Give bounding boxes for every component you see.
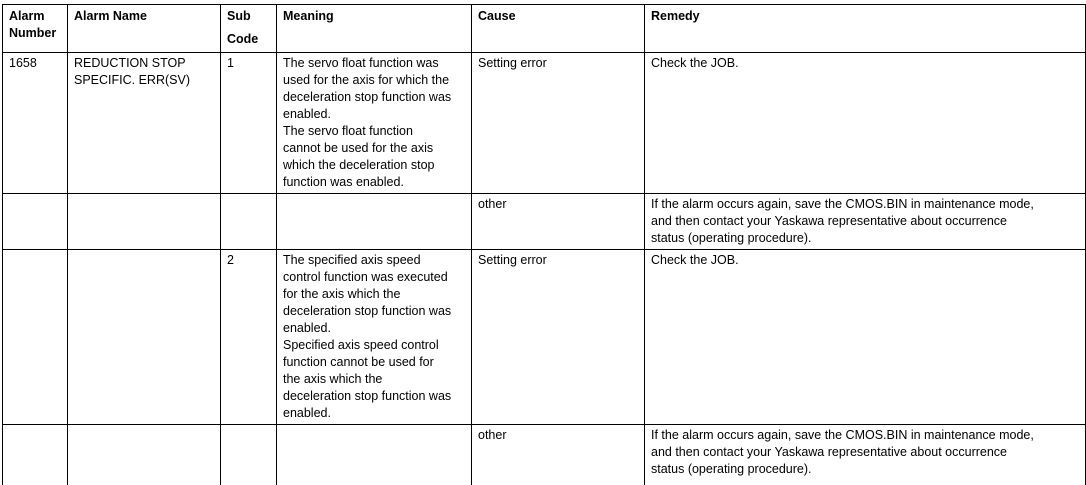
cell-sub-code	[221, 194, 277, 250]
header-remedy: Remedy	[645, 5, 1086, 53]
table-row	[3, 250, 1086, 425]
meaning-line: function cannot be used for	[283, 355, 434, 369]
header-meaning: Meaning	[277, 5, 472, 53]
meaning-line: The specified axis speed	[283, 253, 421, 267]
remedy-line: If the alarm occurs again, save the CMOS.BIN in maintenance mode,	[651, 428, 1034, 442]
cell-alarm-name	[68, 53, 221, 194]
cell-remedy	[645, 425, 1086, 485]
remedy-line: status (operating procedure).	[651, 462, 812, 476]
remedy-line: status (operating procedure).	[651, 231, 812, 245]
cell-remedy: Check the JOB.	[645, 53, 1086, 194]
cell-meaning	[277, 194, 472, 250]
cell-remedy: Check the JOB.	[645, 250, 1086, 425]
cell-alarm-name	[68, 194, 221, 250]
cell-alarm-name	[68, 250, 221, 425]
cell-cause: other	[472, 425, 645, 485]
alarm-name-line: SPECIFIC. ERR(SV)	[74, 73, 190, 87]
table-header-row	[3, 5, 1086, 53]
meaning-line: deceleration stop function was	[283, 389, 452, 403]
meaning-line: enabled.	[283, 107, 331, 121]
cell-alarm-number: 1658	[3, 53, 68, 194]
alarm-name-line: REDUCTION STOP	[74, 56, 186, 70]
header-cause: Cause	[472, 5, 645, 53]
remedy-line: and then contact your Yaskawa representative about occurrence	[651, 214, 1008, 228]
cell-sub-code: 2	[221, 250, 277, 425]
cell-alarm-number	[3, 425, 68, 485]
alarm-table	[2, 4, 1086, 485]
meaning-line: for the axis which the	[283, 287, 401, 301]
meaning-line: control function was executed	[283, 270, 448, 284]
meaning-line: cannot be used for the axis	[283, 141, 434, 155]
header-alarm-name: Alarm Name	[68, 5, 221, 53]
meaning-line: function was enabled.	[283, 175, 404, 189]
cell-cause: other	[472, 194, 645, 250]
cell-alarm-name	[68, 425, 221, 485]
table-row	[3, 194, 1086, 250]
meaning-line: deceleration stop function was	[283, 304, 452, 318]
cell-cause: Setting error	[472, 250, 645, 425]
meaning-line: the axis which the	[283, 372, 383, 386]
cell-sub-code: 1	[221, 53, 277, 194]
remedy-line: and then contact your Yaskawa representative about occurrence	[651, 445, 1008, 459]
meaning-line: deceleration stop function was	[283, 90, 452, 104]
cell-sub-code	[221, 425, 277, 485]
table-row	[3, 53, 1086, 194]
meaning-line: enabled.	[283, 321, 331, 335]
meaning-line: which the deceleration stop	[283, 158, 435, 172]
cell-alarm-number	[3, 194, 68, 250]
remedy-line: If the alarm occurs again, save the CMOS.BIN in maintenance mode,	[651, 197, 1034, 211]
header-alarm-number-line1: Alarm	[9, 9, 45, 23]
cell-meaning	[277, 53, 472, 194]
meaning-line: The servo float function was	[283, 56, 439, 70]
header-alarm-number-line2: Number	[9, 26, 57, 40]
header-sub-code-line1: Sub	[227, 9, 251, 23]
meaning-line: The servo float function	[283, 124, 413, 138]
header-sub-code-line2: Code	[227, 32, 259, 46]
table-row	[3, 425, 1086, 485]
header-alarm-number	[3, 5, 68, 53]
meaning-line: Specified axis speed control	[283, 338, 439, 352]
cell-alarm-number	[3, 250, 68, 425]
cell-remedy	[645, 194, 1086, 250]
meaning-line: used for the axis for which the	[283, 73, 450, 87]
meaning-line: enabled.	[283, 406, 331, 420]
cell-meaning	[277, 425, 472, 485]
cell-cause: Setting error	[472, 53, 645, 194]
header-sub-code	[221, 5, 277, 53]
cell-meaning	[277, 250, 472, 425]
